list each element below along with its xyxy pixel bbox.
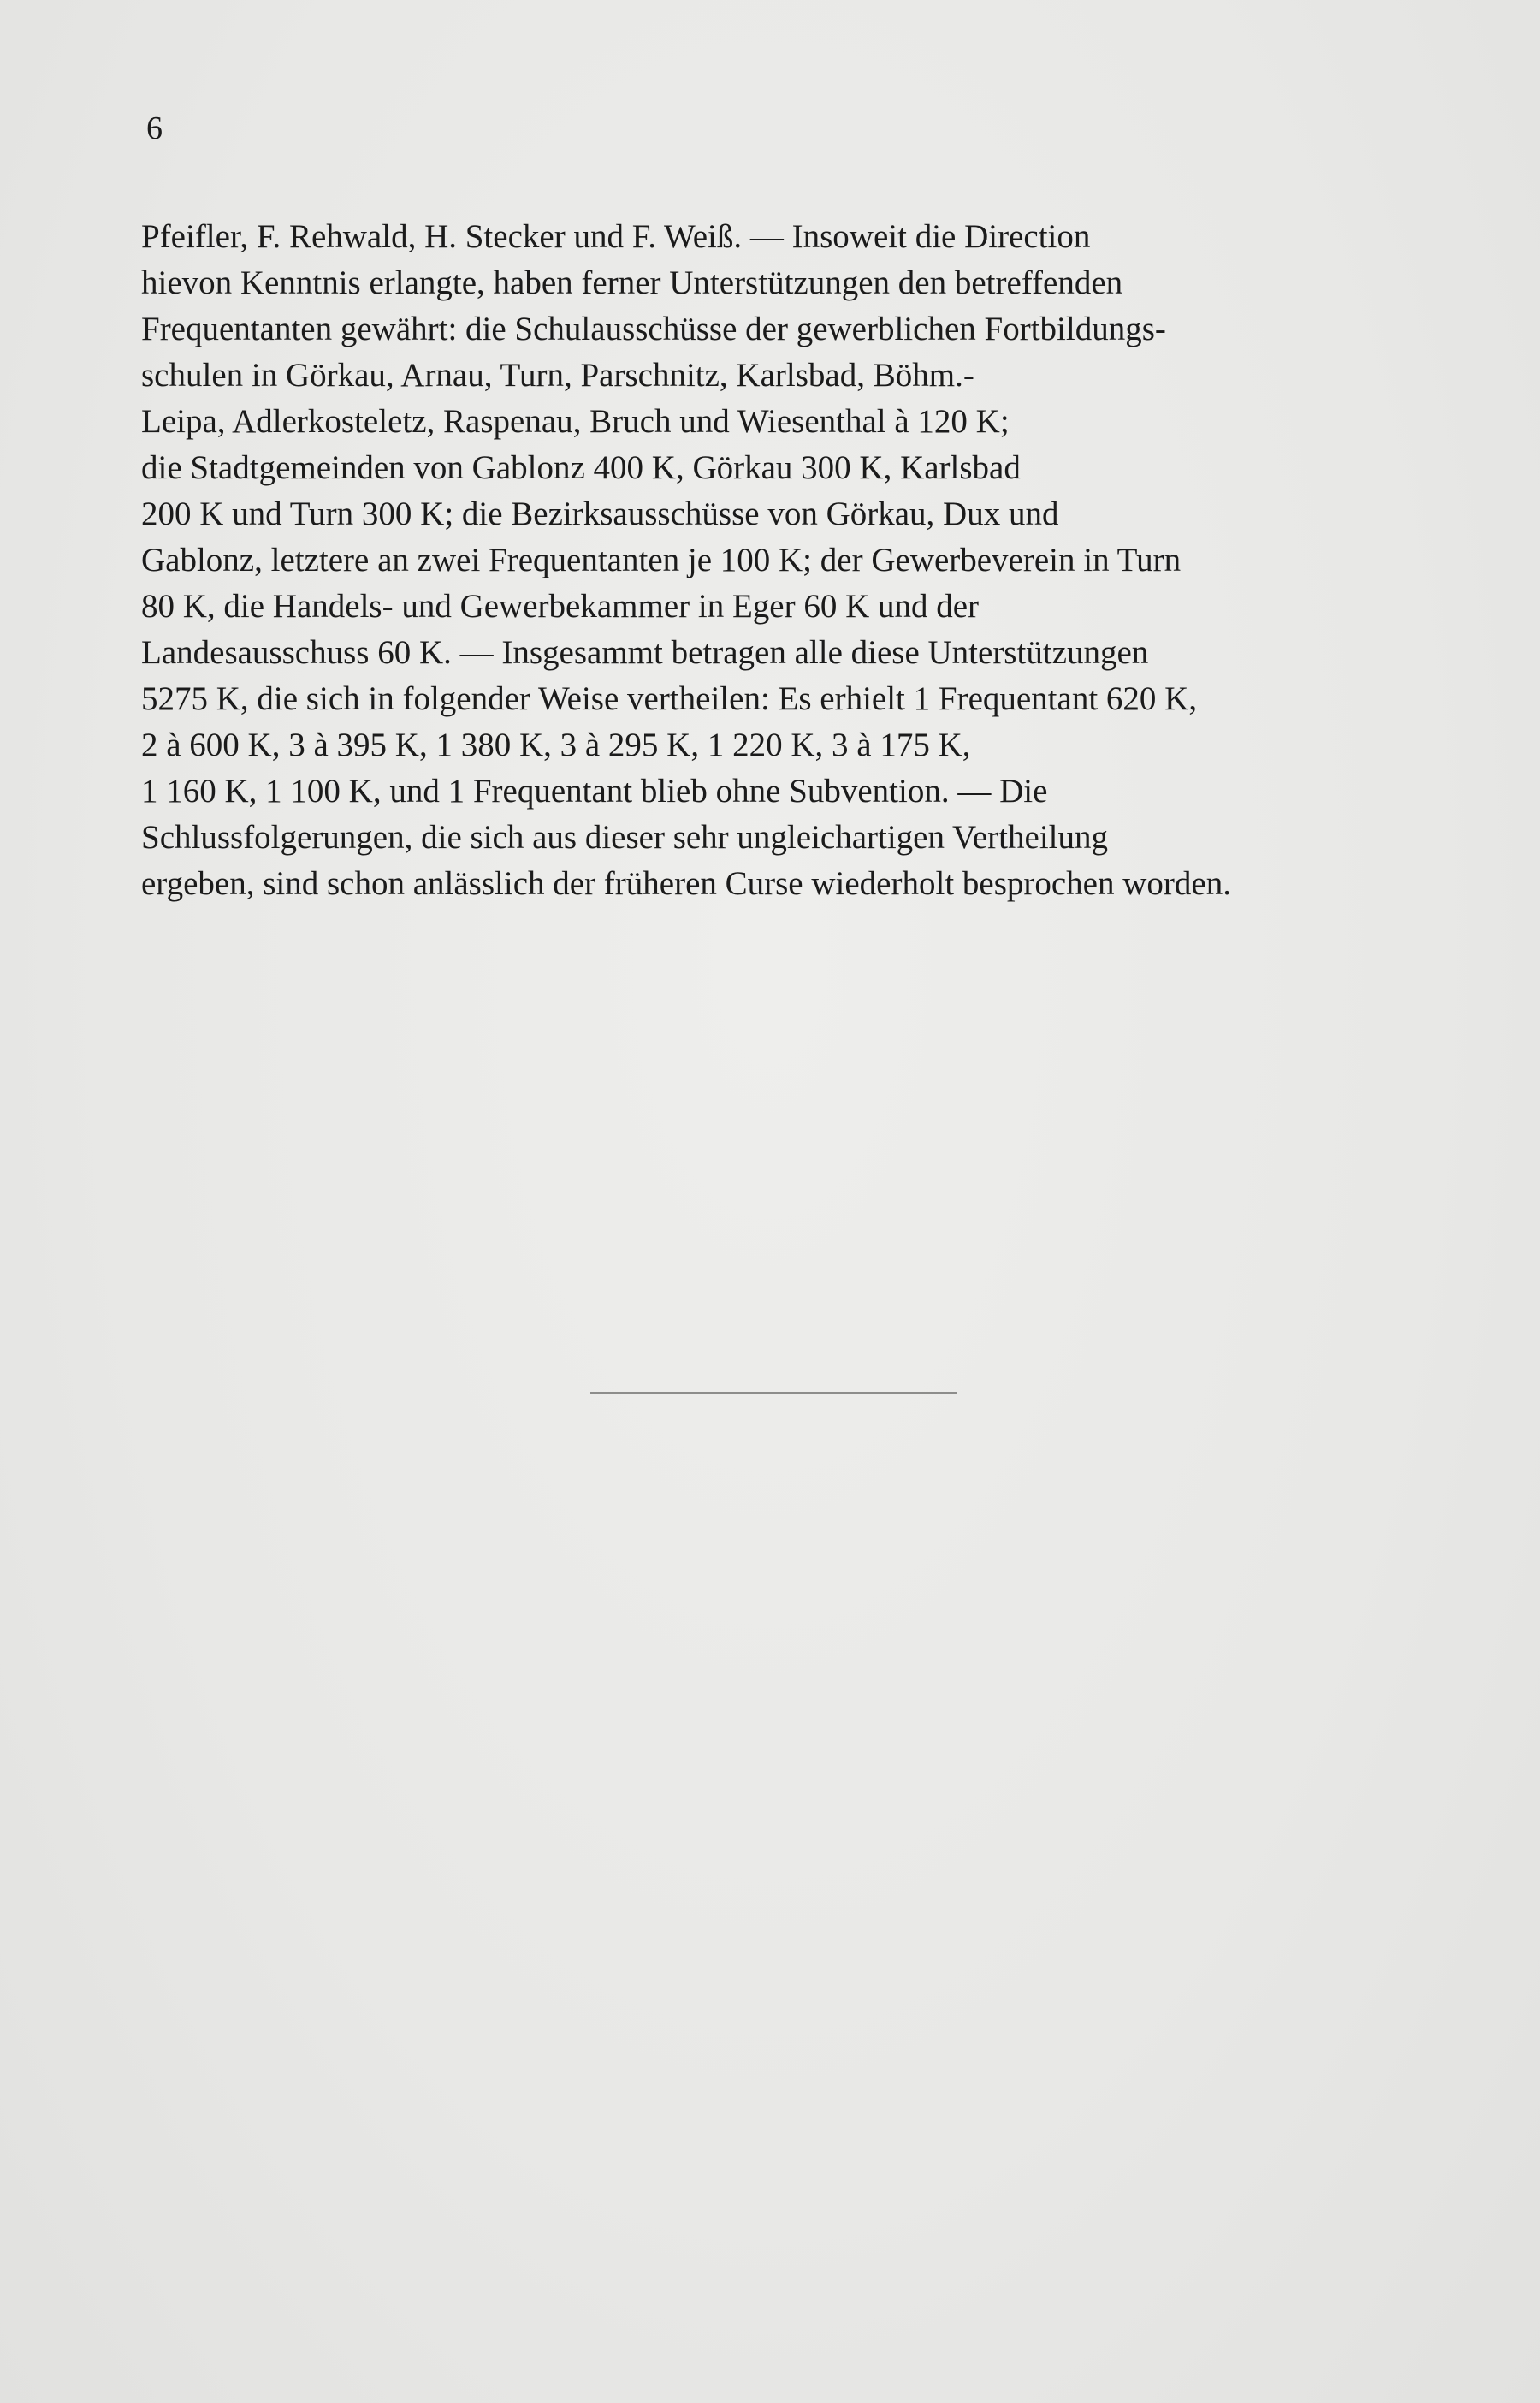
body-paragraph	[141, 214, 1427, 907]
text-line: 5275 K, die sich in folgender Weise vertheilen: Es erhielt 1 Frequentant 620 K,	[141, 680, 1198, 717]
text-line: 2 à 600 K, 3 à 395 K, 1 380 K, 3 à 295 K, 1 220 K, 3 à 175 K,	[141, 727, 971, 763]
text-line: die Stadtgemeinden von Gablonz 400 K, Görkau 300 K, Karlsbad	[141, 449, 1021, 486]
text-line: Pfeifler, F. Rehwald, H. Stecker und F. Weiß. — Insoweit die Direction	[141, 218, 1091, 255]
page-number: 6	[146, 110, 163, 146]
text-line: 200 K und Turn 300 K; die Bezirksausschüsse von Görkau, Dux und	[141, 495, 1059, 532]
text-line: Frequentanten gewährt: die Schulausschüsse der gewerblichen Fortbildungs-	[141, 311, 1166, 347]
text-line: 1 160 K, 1 100 K, und 1 Frequentant blieb ohne Subvention. — Die	[141, 773, 1048, 810]
text-line: 80 K, die Handels- und Gewerbekammer in Eger 60 K und der	[141, 588, 980, 625]
text-line: Landesausschuss 60 K. — Insgesammt betragen alle diese Unterstützungen	[141, 634, 1149, 671]
text-line: hievon Kenntnis erlangte, haben ferner Unterstützungen den betreffenden	[141, 264, 1123, 301]
text-line: Leipa, Adlerkosteletz, Raspenau, Bruch und Wiesenthal à 120 K;	[141, 403, 1010, 440]
text-line: Schlussfolgerungen, die sich aus dieser sehr ungleichartigen Vertheilung	[141, 819, 1108, 856]
text-line: Gablonz, letztere an zwei Frequentanten je 100 K; der Gewerbeverein in Turn	[141, 542, 1182, 578]
text-line: ergeben, sind schon anlässlich der früheren Curse wiederholt besprochen worden.	[141, 865, 1231, 902]
text-line: schulen in Görkau, Arnau, Turn, Parschnitz, Karlsbad, Böhm.-	[141, 357, 974, 394]
section-divider	[590, 1392, 957, 1394]
